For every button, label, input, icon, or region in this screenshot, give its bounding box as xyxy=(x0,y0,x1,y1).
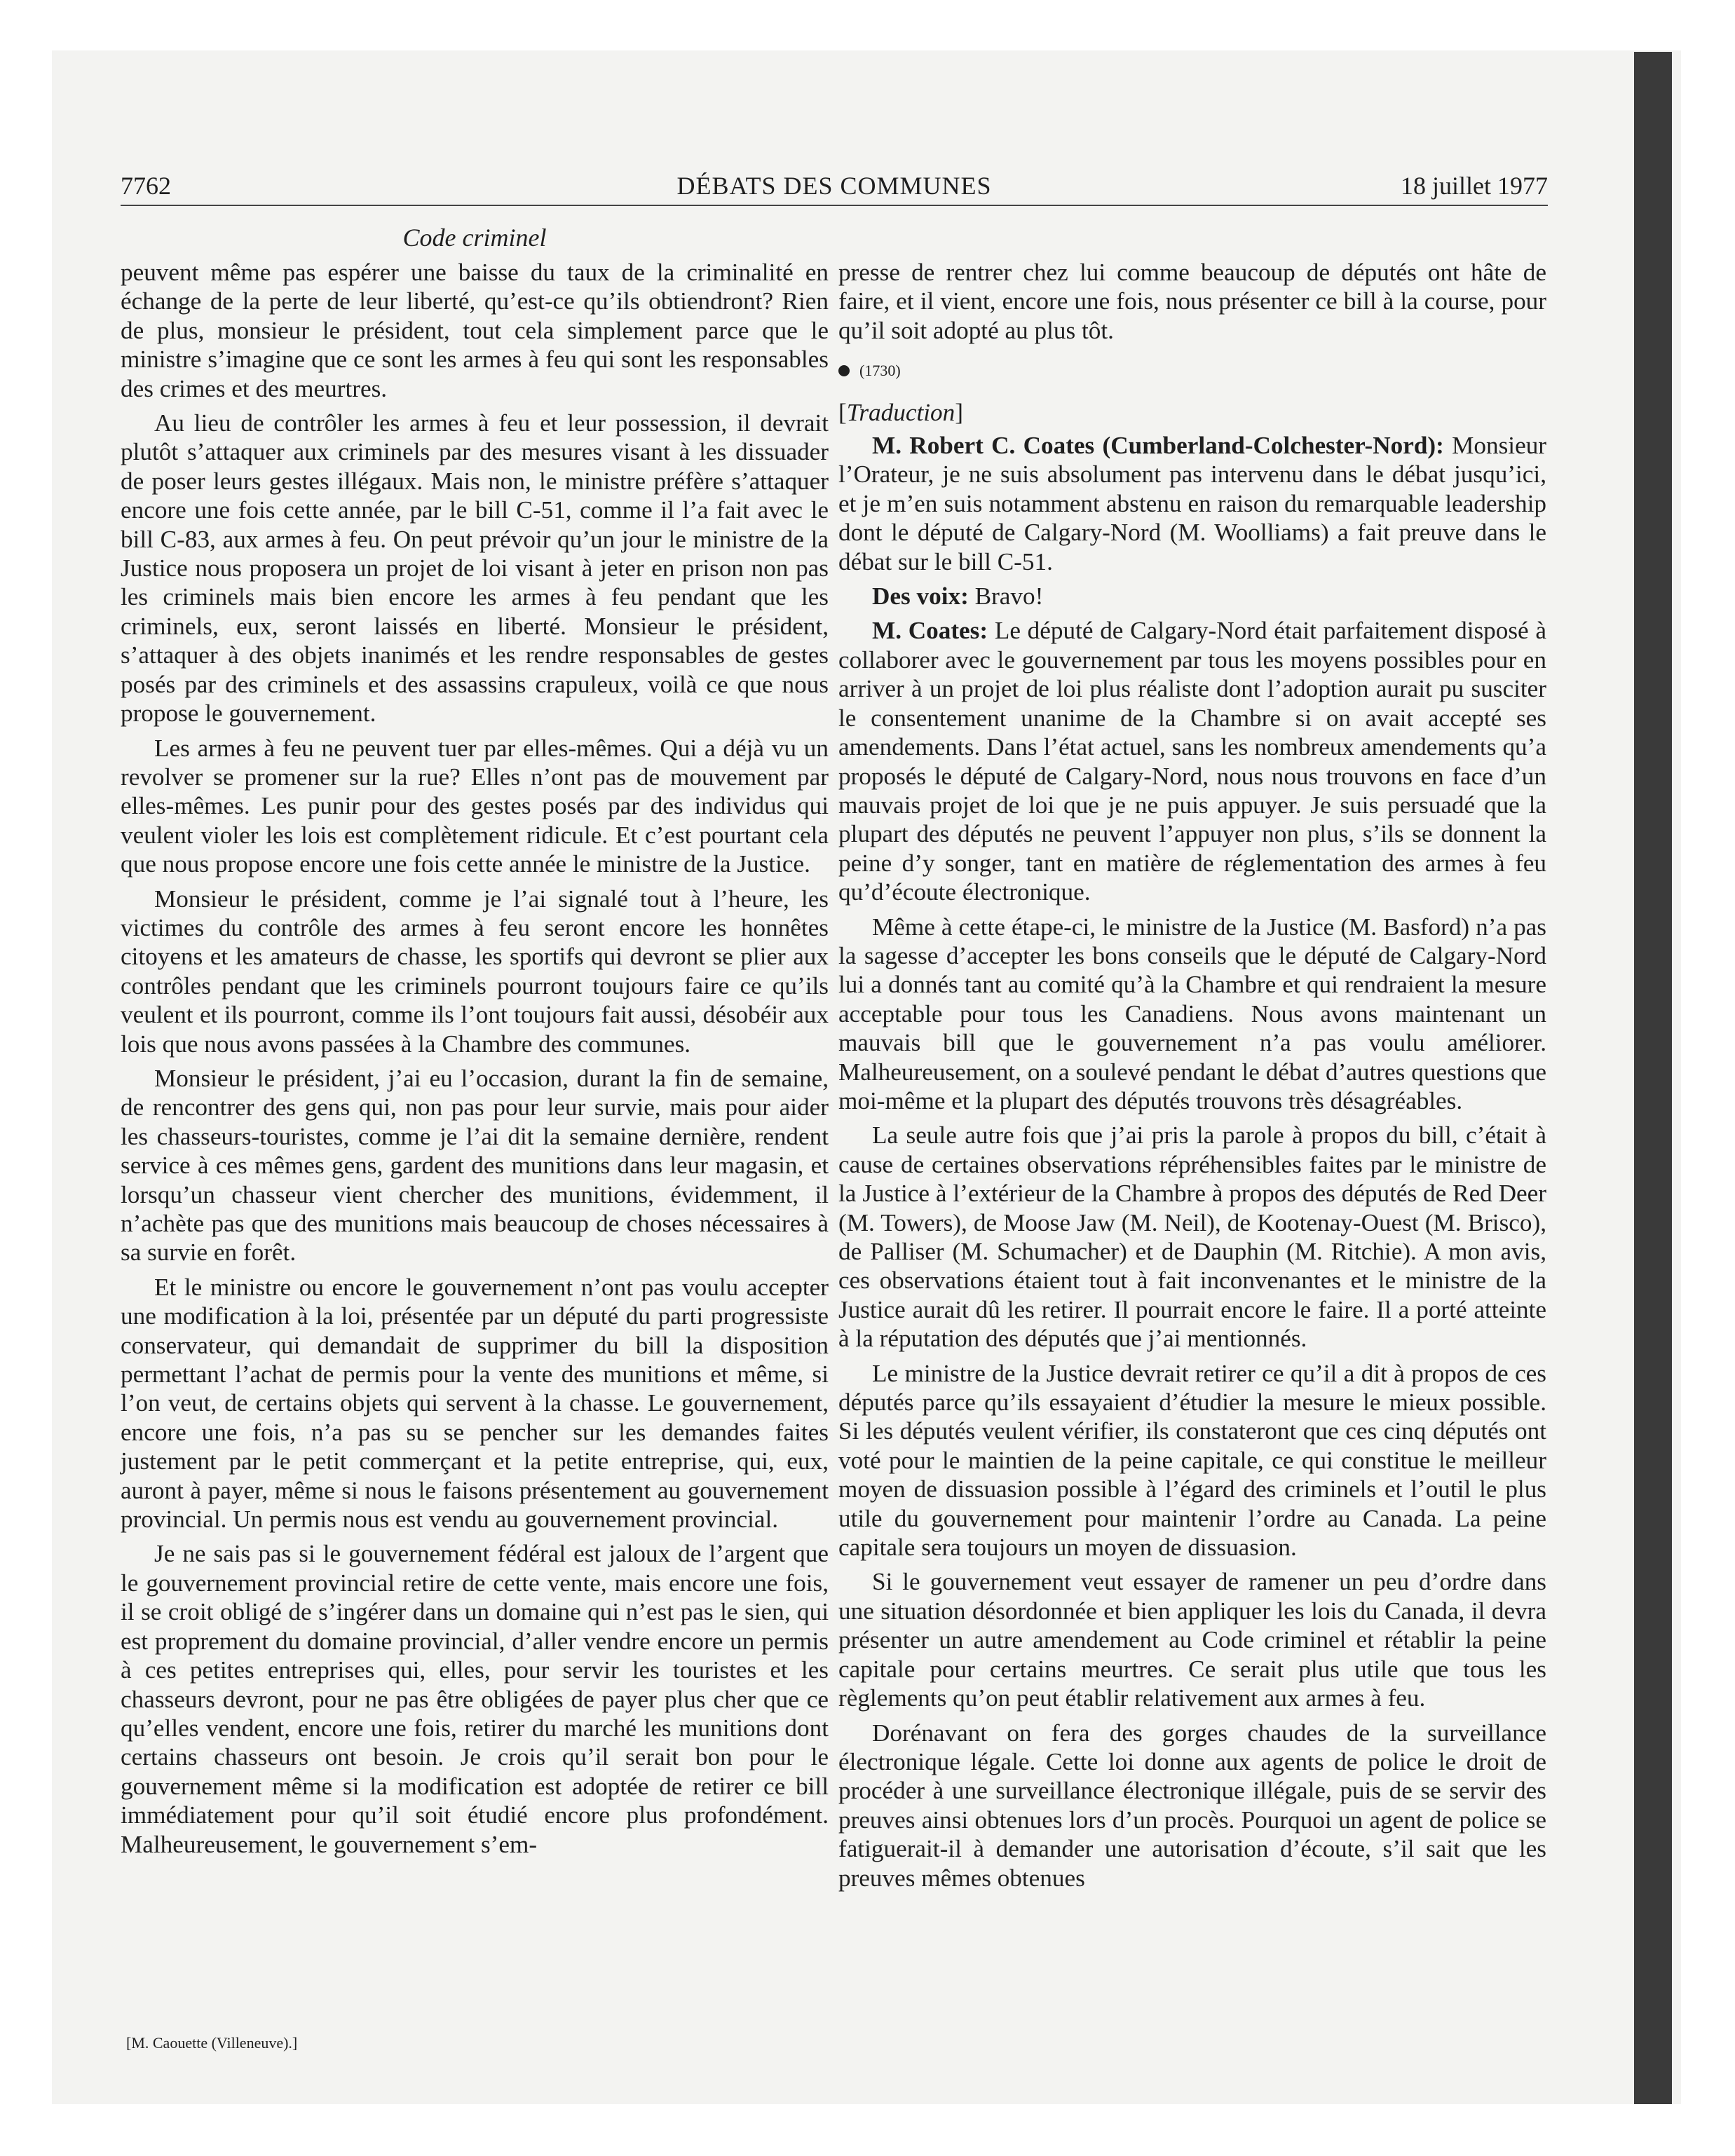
right-column xyxy=(838,258,1546,1898)
paragraph: Au lieu de contrôler les armes à feu et leur possession, il devrait plutôt s’attaquer aux criminels par des mesures visant à les dissuader de poser leurs gestes illégaux. Mais non, le ministre préfère s’attaquer encore une fois cette année, par le bill C-51, comme il l’a fait avec le bill C-83, aux armes à feu. On peut prévoir qu’un jour le ministre de la Justice nous proposera un projet de loi visant à jeter en prison non pas les criminels mais bien encore les armes à feu pendant que les criminels, eux, seront laissés en liberté. Monsieur le président, s’attaquer à des objets inanimés et les rendre responsables de gestes posés par des criminels et des assassins crapuleux, voilà ce que nous propose le gouvernement. xyxy=(121,409,829,728)
left-column xyxy=(121,258,829,1864)
translation-label: [Traduction] xyxy=(838,398,963,426)
time-marker xyxy=(838,356,1546,385)
binding-edge xyxy=(1634,52,1672,2104)
paragraph: Même à cette étape-ci, le ministre de la Justice (M. Basford) n’a pas la sagesse d’accepter les bons conseils que le député de Calgary-Nord lui a donnés tant au comité qu’à la Chambre et qui rendraient la mesure acceptable pour tous les Canadiens. Nous avons maintenant un mauvais bill que le gouvernement n’a pas voulu améliorer. Malheureusement, on a soulevé pendant le débat d’autres questions que moi-même et la plupart des députés trouvons très désagréables. xyxy=(838,913,1546,1114)
footer-note: [M. Caouette (Villeneuve).] xyxy=(126,2034,298,2052)
paragraph: Si le gouvernement veut essayer de ramener un peu d’ordre dans une situation désordonnée et bien appliquer les lois du Canada, il devra présenter un autre amendement au Code criminel et rétablir la peine capitale pour certains meurtres. Ce serait plus utile que tous les règlements qu’on peut établir relativement aux armes à feu. xyxy=(838,1568,1546,1712)
paragraph: Monsieur le président, j’ai eu l’occasion, durant la fin de semaine, de rencontrer des gens qui, non pas pour leur survie, mais pour aider les chasseurs-touristes, comme je l’ai dit la semaine dernière, rendent service à ces mêmes gens, gardent des munitions dans leur magasin, et lorsqu’un chasseur vient chercher des munitions, évidemment, il n’achète pas que des munitions mais beaucoup de choses nécessaires à sa survie en forêt. xyxy=(121,1064,829,1267)
speech-text: Le député de Calgary-Nord était parfaitement disposé à collaborer avec le gouvernement par tous les moyens possibles pour en arriver à un projet de loi plus réaliste dont l’adoption aurait pu susciter le consentement unanime de la Chambre si on avait accepté ses amendements. Dans l’état actuel, sans les nombreux amendements qu’a proposés le député de Calgary-Nord, nous nous trouvons en face d’un mauvais projet de loi que je ne puis appuyer. Je suis persuadé que la plupart des députés ne peuvent l’appuyer non plus, s’ils se donnent la peine d’y songer, tant en matière de réglementation des armes à feu qu’d’écoute électronique. xyxy=(838,617,1547,906)
paragraph: La seule autre fois que j’ai pris la parole à propos du bill, c’était à cause de certaines observations répréhensibles faites par le ministre de la Justice à l’extérieur de la Chambre à propos des députés de Red Deer (M. Towers), de Moose Jaw (M. Neil), de Kootenay-Ouest (M. Brisco), de Palliser (M. Schumacher) et de Dauphin (M. Ritchie). A mon avis, ces observations étaient tout à fait inconvenantes et le ministre de la Justice aurait dû les retirer. Il pourrait encore le faire. Il a porté atteinte à la réputation des députés que j’ai mentionnés. xyxy=(838,1121,1546,1353)
running-head: Code criminel xyxy=(402,224,547,252)
time-marker-text: (1730) xyxy=(859,362,901,380)
speech-text: Bravo! xyxy=(974,582,1044,610)
paragraph: peuvent même pas espérer une baisse du taux de la criminalité en échange de la perte de leur liberté, qu’est-ce qu’ils obtiendront? Rien de plus, monsieur le président, tout cela simplement parce que le ministre s’imagine que ce sont les armes à feu qui sont les responsables des crimes et des meurtres. xyxy=(121,259,829,402)
translation-label-text: Traduction xyxy=(846,398,955,426)
speaker-name: M. Coates: xyxy=(872,617,988,645)
paragraph: Je ne sais pas si le gouvernement fédéral est jaloux de l’argent que le gouvernement provincial retire de cette vente, mais encore une fois, il se croit obligé de s’ingérer dans un domaine qui n’est pas le sien, qui est proprement du domaine provincial, d’aller vendre encore un permis à ces petites entreprises qui, elles, pour servir les touristes et les chasseurs devront, pour ne pas être obligées de payer plus cher que ce qu’elles vendent, encore une fois, retirer du marché les munitions dont certains chasseurs ont besoin. Je crois qu’il serait bon pour le gouvernement même si la modification est adoptée de retirer ce bill immédiatement pour qu’il soit étudié encore plus profondément. Malheureusement, le gouvernement s’em- xyxy=(121,1540,829,1858)
speech-paragraph xyxy=(838,616,1546,906)
paragraph: presse de rentrer chez lui comme beaucoup de députés ont hâte de faire, et il vient, encore une fois, nous présenter ce bill à la course, pour qu’il soit adopté au plus tôt. xyxy=(838,259,1546,344)
paragraph: Dorénavant on fera des gorges chaudes de la surveillance électronique légale. Cette loi donne aux agents de police le droit de procéder à une surveillance électronique illégale, puis de se servir des preuves ainsi obtenues lors d’un procès. Pourquoi un agent de police se fatiguerait-il à demander une autorisation d’écoute, s’il sait que les preuves mêmes obtenues xyxy=(838,1719,1546,1892)
page-header xyxy=(121,171,1548,202)
page-date: 18 juillet 1977 xyxy=(1401,172,1548,200)
paragraph: Les armes à feu ne peuvent tuer par elles-mêmes. Qui a déjà vu un revolver se promener sur la rue? Elles n’ont pas de mouvement par elles-mêmes. Les punir pour des gestes posés par des individus qui veulent violer les lois est complètement ridicule. Et c’est pourtant cela que nous propose encore une fois cette année le ministre de la Justice. xyxy=(121,734,829,878)
publication-title: DÉBATS DES COMMUNES xyxy=(676,172,992,200)
bullet-icon xyxy=(838,365,850,376)
speaker-name: Des voix: xyxy=(872,582,969,610)
page-number: 7762 xyxy=(121,172,171,200)
paragraph: Le ministre de la Justice devrait retirer ce qu’il a dit à propos de ces députés parce qu’ils essayaient d’étudier la mesure le mieux possible. Si les députés veulent vérifier, ils constateront que ces cinq députés ont voté pour le maintien de la peine capitale, ce qui constitue le meilleur moyen de dissuasion possible à l’égard des criminels et l’outil le plus utile du gouvernement pour maintenir l’ordre au Canada. La peine capitale sera toujours un moyen de dissuasion. xyxy=(838,1359,1546,1562)
paragraph: Et le ministre ou encore le gouvernement n’ont pas voulu accepter une modification à la loi, présentée par un député du parti progressiste conservateur, qui demandait de supprimer du bill la disposition permettant l’achat de permis pour la vente des munitions et même, si l’on veut, de certains objets qui servent à la chasse. Le gouvernement, encore une fois, n’a pas su se pencher sur les demandes faites justement par le petit commerçant et la petite entreprise, qui, eux, auront à payer, même si nous le faisons présentement au gouvernement provincial. Un permis nous est vendu au gouvernement provincial. xyxy=(121,1273,829,1534)
speaker-name: M. Robert C. Coates (Cumberland-Colchester-Nord): xyxy=(872,432,1444,460)
speech-paragraph xyxy=(838,582,1546,610)
speech-text: Monsieur l’Orateur, je ne suis absolument pas intervenu dans le débat jusqu’ici, et je m’en suis notamment abstenu en raison du remarquable leadership dont le député de Calgary-Nord (M. Woolliams) a fait preuve dans le débat sur le bill C-51. xyxy=(838,432,1546,575)
header-rule xyxy=(121,205,1548,206)
paragraph: Monsieur le président, comme je l’ai signalé tout à l’heure, les victimes du contrôle des armes à feu seront encore les honnêtes citoyens et les amateurs de chasse, les sportifs qui devront se plier aux contrôles pendant que les criminels pourront toujours faire ce qu’ils veulent et ils pourront, comme ils l’ont toujours fait aussi, désobéir aux lois que nous avons passées à la Chambre des communes. xyxy=(121,885,829,1058)
speech-paragraph xyxy=(838,431,1546,576)
